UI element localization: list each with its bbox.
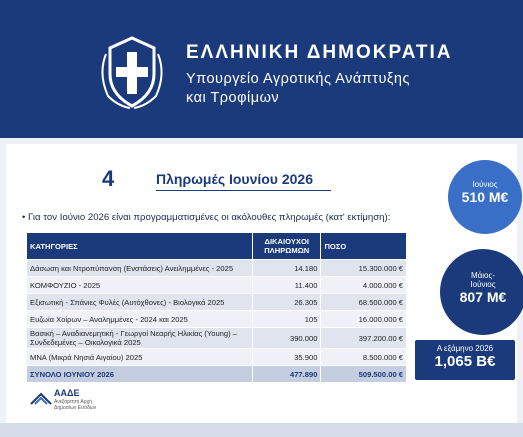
table-row bbox=[27, 349, 407, 366]
payments-table bbox=[26, 232, 407, 383]
table-row bbox=[27, 311, 407, 328]
total-label: ΣΥΝΟΛΟ ΙΟΥΝΙΟΥ 2026 bbox=[27, 366, 253, 383]
header-amount: ΠΟΣΟ bbox=[321, 233, 407, 260]
table-total-row bbox=[27, 366, 407, 383]
may-june-value: 807 Μ€ bbox=[459, 289, 507, 305]
table-header-row bbox=[27, 233, 407, 260]
table-row bbox=[27, 277, 407, 294]
slide-title: Πληρωμές Ιουνίου 2026 bbox=[156, 171, 313, 187]
table-row bbox=[27, 260, 407, 277]
category-cell: Ευζωία Χοίρων – Αναλημμένες - 2024 και 2025 bbox=[27, 311, 253, 328]
amount-cell: 397.200.00 € bbox=[321, 328, 407, 349]
slide-content bbox=[6, 144, 517, 431]
beneficiaries-cell: 14.180 bbox=[253, 260, 321, 277]
amount-cell: 4.000.000 € bbox=[321, 277, 407, 294]
may-june-label-1: Μάιος- bbox=[470, 271, 496, 280]
aade-subtitle: Ανεξάρτητη Αρχή Δημοσίων Εσόδων bbox=[54, 399, 97, 411]
june-label: Ιούνιος bbox=[472, 180, 498, 189]
amount-cell: 68.500.000 € bbox=[321, 294, 407, 311]
beneficiaries-cell: 35.900 bbox=[253, 349, 321, 366]
beneficiaries-cell: 26.305 bbox=[253, 294, 321, 311]
bottom-strip bbox=[0, 423, 523, 437]
beneficiaries-cell: 390.000 bbox=[253, 328, 321, 349]
category-cell: Εξισωτική - Σπάνιες Φυλές (Αυτόχθονες) - Βιολογικά 2025 bbox=[27, 294, 253, 311]
june-summary-circle bbox=[448, 160, 522, 234]
amount-cell: 15.300.000 € bbox=[321, 260, 407, 277]
semester-value: 1,065 Β€ bbox=[434, 353, 496, 370]
greek-coat-of-arms-icon bbox=[96, 34, 168, 110]
intro-text: • Για τον Ιούνιο 2026 είναι προγραμματισμένες οι ακόλουθες πληρωμές (κατ' εκτίμηση): bbox=[22, 212, 391, 223]
header-categories: ΚΑΤΗΓΟΡΙΕΣ bbox=[27, 233, 253, 260]
table-row bbox=[27, 294, 407, 311]
total-beneficiaries: 477.890 bbox=[253, 366, 321, 383]
presentation-slide bbox=[0, 138, 523, 437]
aade-name: ΑΑΔΕ bbox=[54, 388, 80, 398]
ministry-line-1: Υπουργείο Αγροτικής Ανάπτυξης bbox=[186, 71, 410, 87]
category-cell: Δάσωση και Ντροπύπανση (Ενστάσεις) Ανειλημμένες - 2025 bbox=[27, 260, 253, 277]
amount-cell: 16.000.000 € bbox=[321, 311, 407, 328]
semester-total-box bbox=[415, 340, 515, 380]
amount-cell: 8.500.000 € bbox=[321, 349, 407, 366]
header-beneficiaries: ΔΙΚΑΙΟΥΧΟΙ ΠΛΗΡΩΜΩΝ bbox=[253, 233, 321, 260]
semester-label: Α εξάμηνο 2026 bbox=[436, 344, 494, 353]
category-cell: Βασική – Αναδιανεμητική - Γεωργοί Νεαρής Ηλικίας (Young) – Συνδεδεμένες – Οικολογικά 2025 bbox=[27, 328, 253, 349]
beneficiaries-cell: 11.400 bbox=[253, 277, 321, 294]
table-row bbox=[27, 328, 407, 349]
category-cell: ΜΝΑ (Μικρά Νησιά Αιγαίου) 2025 bbox=[27, 349, 253, 366]
june-value: 510 Μ€ bbox=[461, 189, 509, 205]
may-june-label-2: Ιούνιος bbox=[470, 280, 496, 289]
header-banner bbox=[0, 0, 523, 138]
beneficiaries-cell: 105 bbox=[253, 311, 321, 328]
government-title: ΕΛΛΗΝΙΚΗ ΔΗΜΟΚΡΑΤΙΑ bbox=[186, 42, 453, 63]
ministry-name bbox=[186, 70, 410, 108]
ministry-line-2: και Τροφίμων bbox=[186, 90, 280, 106]
may-june-summary-circle bbox=[440, 249, 523, 335]
total-amount: 509.500.00 € bbox=[321, 366, 407, 383]
slide-number: 4 bbox=[102, 166, 115, 191]
aade-logo-icon bbox=[30, 392, 52, 406]
title-underline bbox=[156, 190, 331, 191]
category-cell: ΚΟΜΦΟΥΖΙΟ - 2025 bbox=[27, 277, 253, 294]
